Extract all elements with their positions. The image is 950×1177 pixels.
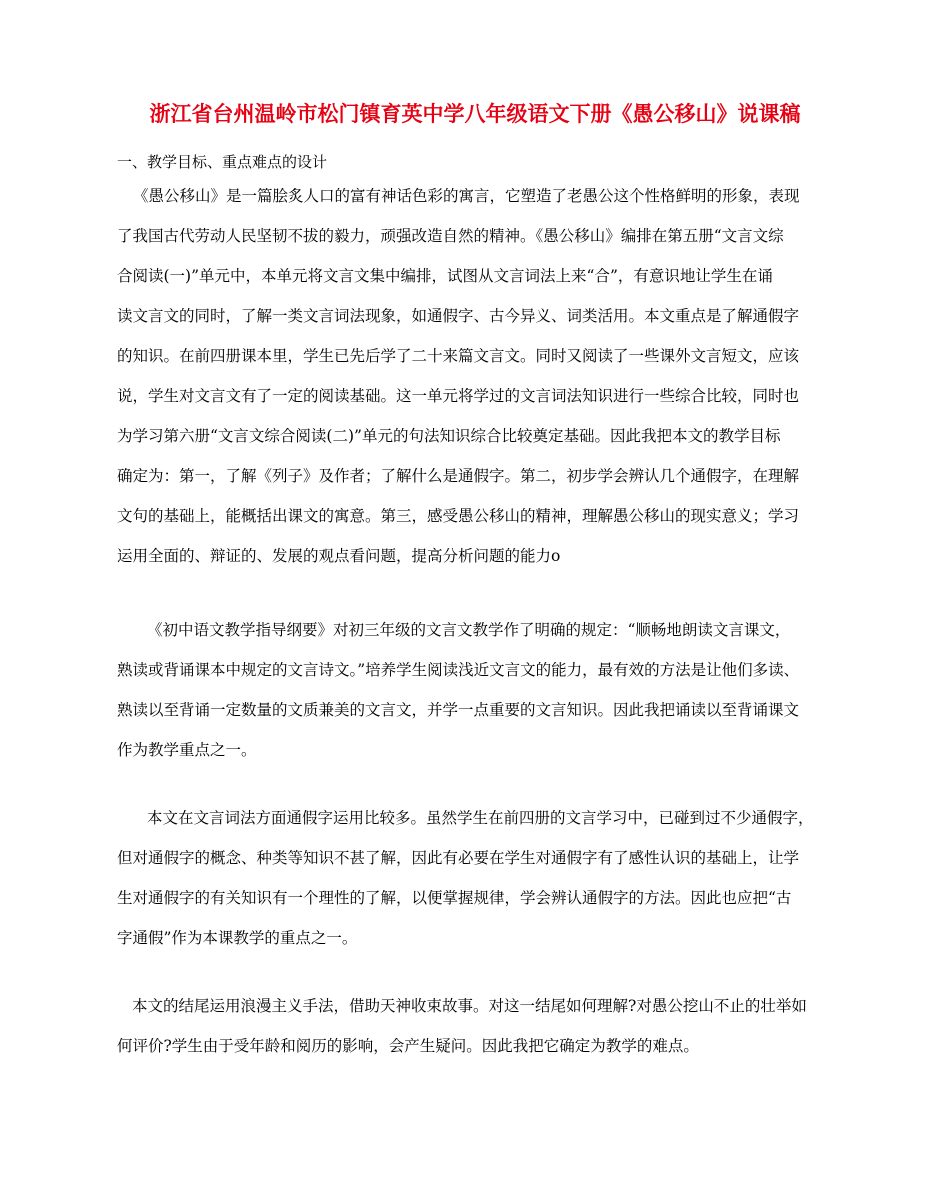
paragraph-line: 为学习第六册“文言文综合阅读(二)”单元的句法知识综合比较奠定基础。因此我把本文的教学目标 (117, 427, 781, 445)
paragraph-line: 生对通假字的有关知识有一个理性的了解，以便掌握规律，学会辨认通假字的方法。因此也应把“古 (117, 889, 792, 907)
paragraph-line: 本文的结尾运用浪漫主义手法，借助天神收束故事。对这一结尾如何理解?对愚公挖山不止的壮举如 (132, 997, 807, 1015)
section-heading: 一、教学目标、重点难点的设计 (117, 153, 328, 171)
paragraph-line: 但对通假字的概念、种类等知识不甚了解，因此有必要在学生对通假字有了感性认识的基础上，让学 (117, 849, 800, 867)
paragraph-line: 熟读以至背诵一定数量的文质兼美的文言文，并学一点重要的文言知识。因此我把诵读以至背诵课文 (117, 701, 800, 719)
paragraph-line: 熟读或背诵课本中规定的文言诗文。”培养学生阅读浅近文言文的能力，最有效的方法是让他们多读、 (117, 661, 800, 679)
paragraph-line: 确定为：第一，了解《列子》及作者；了解什么是通假字。第二，初步学会辨认几个通假字，在理解 (117, 467, 800, 485)
paragraph-line: 了我国古代劳动人民坚韧不拔的毅力，顽强改造自然的精神。《愚公移山》编排在第五册“文言文综 (117, 227, 784, 245)
paragraph-line: 的知识。在前四册课本里，学生已先后学了二十来篇文言文。同时又阅读了一些课外文言短文，应该 (117, 347, 800, 365)
paragraph-line: 合阅读(一)”单元中，本单元将文言文集中编排，试图从文言词法上来“合”，有意识地让学生在诵 (117, 267, 773, 285)
document-title: 浙江省台州温岭市松门镇育英中学八年级语文下册《愚公移山》说课稿 (149, 101, 801, 126)
paragraph-line: 本文在文言词法方面通假字运用比较多。虽然学生在前四册的文言学习中，已碰到过不少通假字， (147, 809, 814, 827)
paragraph-line: 《初中语文教学指导纲要》对初三年级的文言文教学作了明确的规定：“顺畅地朗读文言课文， (147, 621, 791, 639)
paragraph-line: 读文言文的同时，了解一类文言词法现象，如通假字、古今异义、词类活用。本文重点是了解通假字 (117, 307, 800, 325)
paragraph-line: 何评价?学生由于受年龄和阅历的影响，会产生疑问。因此我把它确定为教学的难点。 (117, 1037, 699, 1055)
paragraph-line: 说，学生对文言文有了一定的阅读基础。这一单元将学过的文言词法知识进行一些综合比较，同时也 (117, 387, 800, 405)
paragraph-line: 文句的基础上，能概括出课文的寓意。第三，感受愚公移山的精神，理解愚公移山的现实意义；学习 (117, 507, 800, 525)
paragraph-line: 作为教学重点之一。 (117, 741, 257, 759)
paragraph-line: 运用全面的、辩证的、发展的观点看问题，提高分析问题的能力o (117, 547, 561, 565)
paragraph-line: 《愚公移山》是一篇脍炙人口的富有神话色彩的寓言，它塑造了老愚公这个性格鲜明的形象，表现 (133, 187, 800, 205)
paragraph-line: 字通假”作为本课教学的重点之一。 (117, 929, 358, 947)
